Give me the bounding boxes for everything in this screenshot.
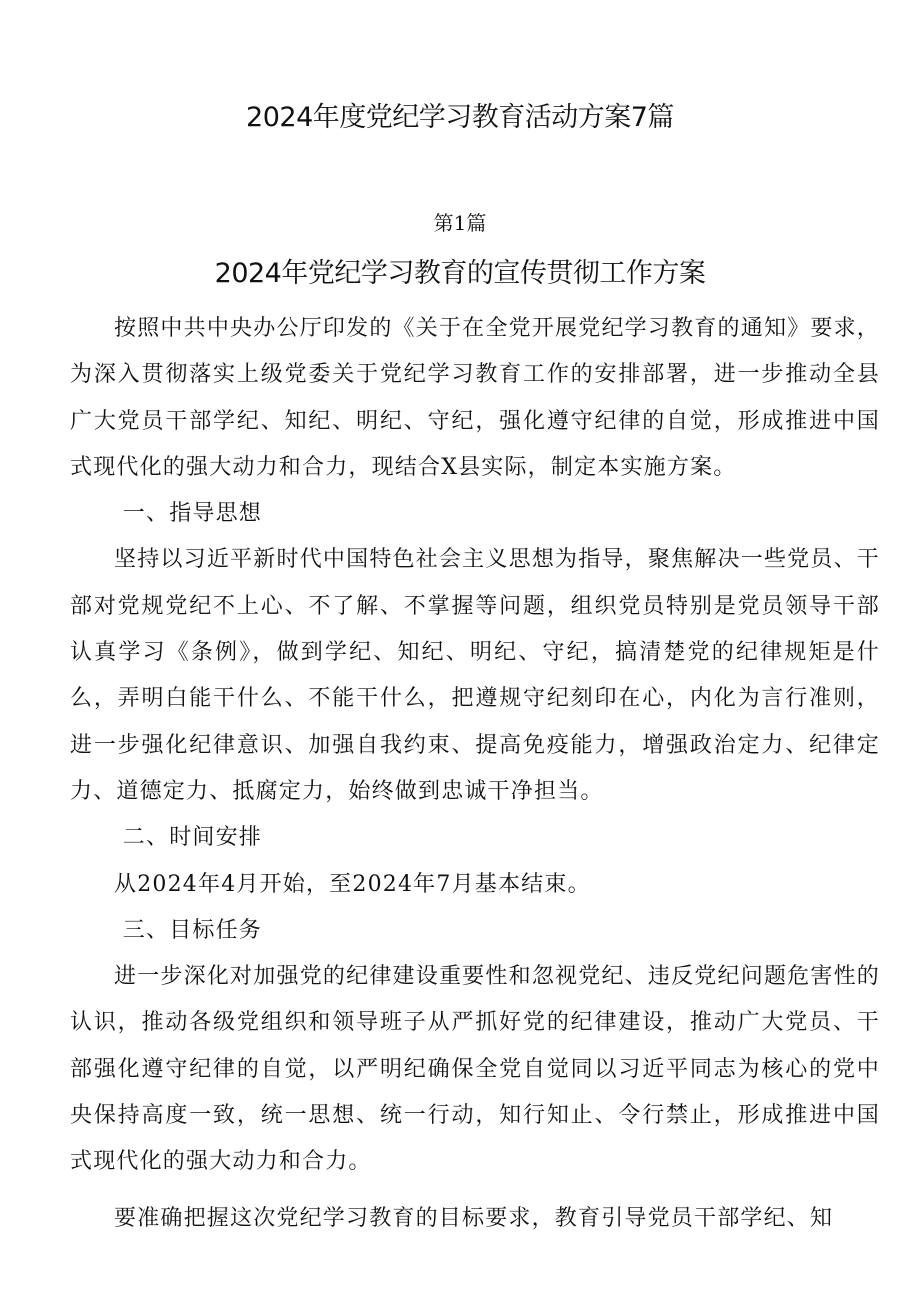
paragraph-intro: 按照中共中央办公厅印发的《关于在全党开展党纪学习教育的通知》要求，为深入贯彻落实上级党委关于党纪学习教育工作的安排部署，进一步推动全县广大党员干部学纪、知纪、明纪、守纪，强化遵守纪律的自觉，形成推进中国式现代化的强大动力和合力，现结合X县实际，制定本实施方案。 [70,316,880,480]
document-title: 2024年度党纪学习教育活动方案7篇 [246,102,674,133]
heading-guiding-ideology: 一、指导思想 [122,501,262,527]
heading-schedule: 二、时间安排 [122,825,262,851]
paragraph-objectives: 进一步深化对加强党的纪律建设重要性和忽视党纪、违反党纪问题危害性的认识，推动各级党组织和领导班子从严抓好党的纪律建设，推动广大党员、干部强化遵守纪律的自觉，以严明纪确保全党自觉同以习近平同志为核心的党中央保持高度一致，统一思想、统一行动，知行知止、令行禁止，形成推进中国式现代化的强大动力和合力。 [70,964,880,1175]
paragraph-schedule: 从2024年4月开始，至2024年7月基本结束。 [114,871,591,897]
paragraph-requirements: 要准确把握这次党纪学习教育的目标要求，教育引导党员干部学纪、知 [114,1205,834,1231]
document-body [70,306,880,1242]
paragraph-guiding-ideology: 坚持以习近平新时代中国特色社会主义思想为指导，聚焦解决一些党员、干部对党规党纪不上心、不了解、不掌握等问题，组织党员特别是党员领导干部认真学习《条例》，做到学纪、知纪、明纪、守纪，搞清楚党的纪律规矩是什么，弄明白能干什么、不能干什么，把遵规守纪刻印在心，内化为言行准则，进一步强化纪律意识、加强自我约束、提高免疫能力，增强政治定力、纪律定力、道德定力、抵腐定力，始终做到忠诚干净担当。 [70,547,880,804]
section-title: 2024年党纪学习教育的宣传贯彻工作方案 [214,258,706,289]
heading-objectives: 三、目标任务 [122,917,262,943]
chapter-label: 第1篇 [433,211,487,235]
